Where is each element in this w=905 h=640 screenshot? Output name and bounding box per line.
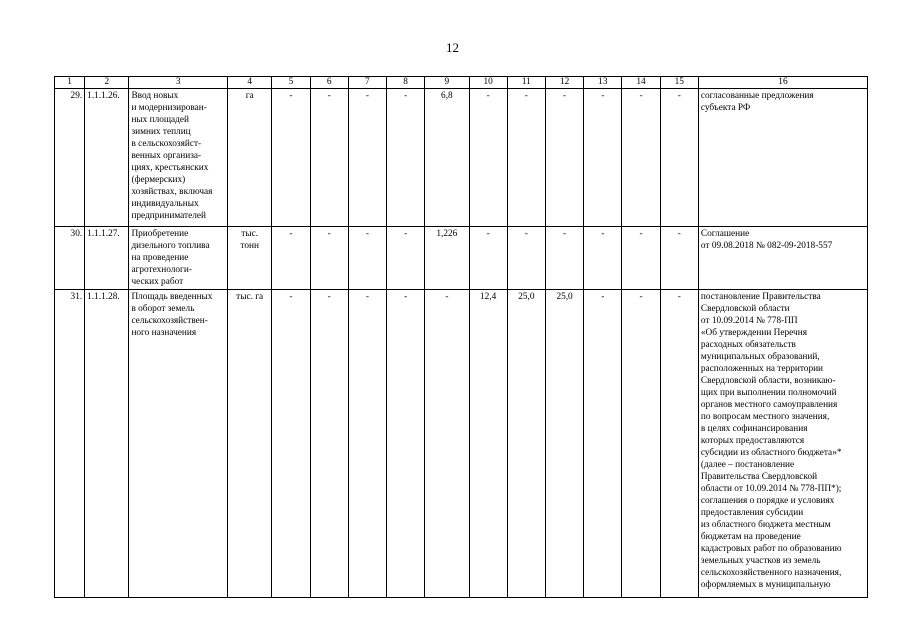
column-header: 15 — [660, 77, 698, 89]
value-cell: - — [310, 89, 348, 227]
indicator-name: Ввод новых и модернизирован- ных площадей зимних теплиц в сельскохозяйст- венных организа- циях, крестьянских (фермерских) хозяйствах, включая индивидуальных предпринимателей — [129, 89, 228, 227]
column-header: 4 — [228, 77, 272, 89]
row-code: 1.1.1.26. — [85, 89, 129, 227]
value-cell: 6,8 — [425, 89, 469, 227]
column-header: 16 — [698, 77, 867, 89]
column-header: 10 — [469, 77, 507, 89]
value-cell: - — [469, 227, 507, 290]
value-cell: - — [660, 89, 698, 227]
value-cell: - — [584, 227, 622, 290]
value-cell: - — [584, 89, 622, 227]
column-header: 8 — [387, 77, 425, 89]
value-cell: - — [348, 89, 386, 227]
indicator-name: Приобретение дизельного топлива на проведение агротехнологи- ческих работ — [129, 227, 228, 290]
value-cell: - — [622, 227, 660, 290]
value-cell: - — [622, 290, 660, 598]
column-header: 7 — [348, 77, 386, 89]
value-cell: - — [310, 227, 348, 290]
value-cell: - — [272, 227, 310, 290]
value-cell: - — [660, 227, 698, 290]
page-number: 12 — [446, 40, 459, 55]
indicator-name: Площадь введенных в оборот земель сельскохозяйствен- ного назначения — [129, 290, 228, 598]
value-cell: - — [387, 227, 425, 290]
column-header: 1 — [55, 77, 85, 89]
value-cell: - — [545, 227, 583, 290]
value-cell: - — [507, 89, 545, 227]
indicator-table — [54, 76, 868, 598]
row-number: 29. — [55, 89, 85, 227]
value-cell: - — [507, 227, 545, 290]
column-header: 3 — [129, 77, 228, 89]
value-cell: 25,0 — [507, 290, 545, 598]
value-cell: - — [272, 290, 310, 598]
value-cell: - — [348, 227, 386, 290]
value-cell: - — [425, 290, 469, 598]
column-header: 2 — [85, 77, 129, 89]
table-row — [55, 227, 868, 290]
legal-basis-cell: постановление Правительства Свердловской области от 10.09.2014 № 778-ПП «Об утверждении Перечня расходных обязательств муниципальных образований, расположенных на территории Свердловской области, возникаю- щих при выполнении полномочий органов местного самоуправления по вопросам местного значения, в целях софинансирования которых предоставляются субсидии из областного бюджета»* (далее – постановление Правительства Свердловской области от 10.09.2014 № 778-ПП*); соглашения о порядке и условиях предоставления субсидии из областного бюджета местным бюджетам на проведение кадастровых работ по образованию земельных участков из земель сельскохозяйственного назначения, оформляемых в муниципальную — [698, 290, 867, 598]
value-cell: 12,4 — [469, 290, 507, 598]
value-cell: 1,226 — [425, 227, 469, 290]
column-header: 14 — [622, 77, 660, 89]
value-cell: - — [622, 89, 660, 227]
value-cell: - — [469, 89, 507, 227]
value-cell: - — [584, 290, 622, 598]
value-cell: 25,0 — [545, 290, 583, 598]
table-row — [55, 89, 868, 227]
column-header: 6 — [310, 77, 348, 89]
column-header: 11 — [507, 77, 545, 89]
column-header: 13 — [584, 77, 622, 89]
value-cell: - — [660, 290, 698, 598]
table-row — [55, 290, 868, 598]
row-number: 31. — [55, 290, 85, 598]
row-code: 1.1.1.28. — [85, 290, 129, 598]
value-cell: - — [272, 89, 310, 227]
unit-cell: тыс. га — [228, 290, 272, 598]
column-header: 12 — [545, 77, 583, 89]
legal-basis-cell: согласованные предложения субъекта РФ — [698, 89, 867, 227]
value-cell: - — [387, 290, 425, 598]
row-number: 30. — [55, 227, 85, 290]
column-header: 9 — [425, 77, 469, 89]
unit-cell: тыс. тонн — [228, 227, 272, 290]
column-number-row — [55, 77, 868, 89]
value-cell: - — [348, 290, 386, 598]
legal-basis-cell: Соглашение от 09.08.2018 № 082-09-2018-557 — [698, 227, 867, 290]
row-code: 1.1.1.27. — [85, 227, 129, 290]
unit-cell: га — [228, 89, 272, 227]
value-cell: - — [545, 89, 583, 227]
value-cell: - — [387, 89, 425, 227]
value-cell: - — [310, 290, 348, 598]
column-header: 5 — [272, 77, 310, 89]
